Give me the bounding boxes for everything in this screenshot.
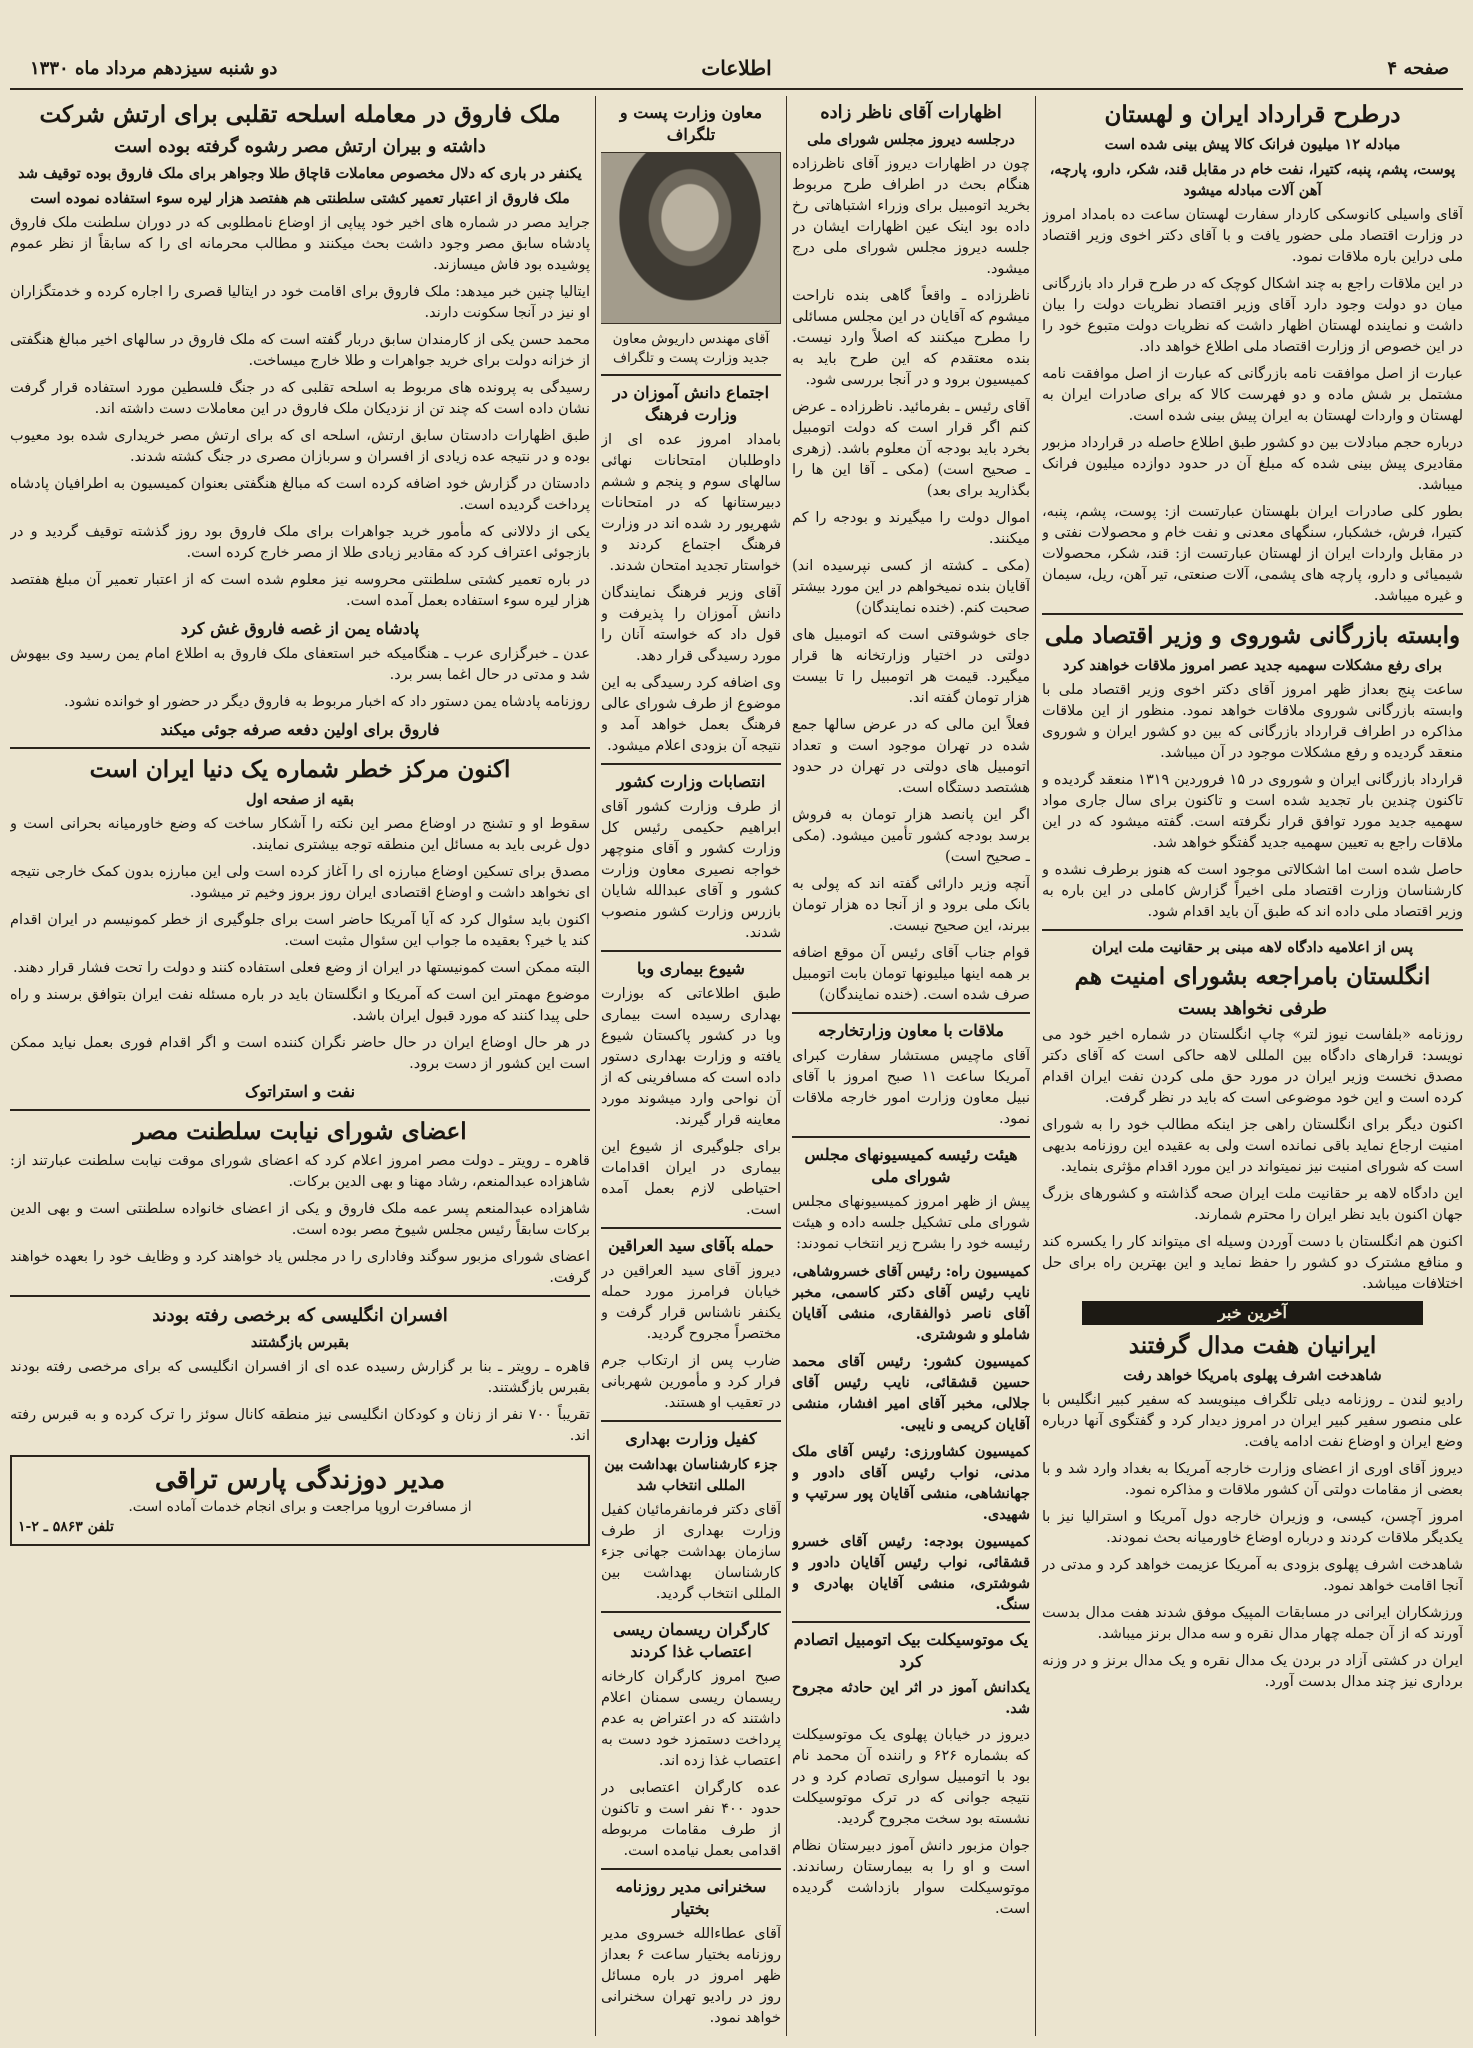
- headline-students-gathering: اجتماع دانش آموزان در وزارت فرهنگ: [612, 383, 770, 424]
- article-paragraph: صبح امروز کارگران کارخانه ریسمان ریسی سمنان اعلام داشتند که در اعتراض به عدم پرداخت دستمزد خود دست به اعتصاب غذا زده اند.: [601, 1669, 781, 1769]
- headline-farouk: ملک فاروق در معامله اسلحه تقلبی برای ارتش شرکت: [39, 101, 561, 128]
- subheadline: برای رفع مشکلات سهمیه جدید عصر امروز ملاقات خواهند کرد: [1062, 657, 1443, 674]
- article-paragraph: طبق اظهارات دادستان سابق ارتش، اسلحه ای که برای ارتش مصر خریداری شده بود معیوب بوده و در نتیجه عده زیادی از افسران و سربازان مصری در جنگ کشته شدند.: [10, 428, 590, 465]
- article-paragraph: آقای دکتر فرمانفرمائیان کفیل وزارت بهداری از طرف سازمان بهداشت جهانی جزء کارشناسان بهداشت بین المللی انتخاب گردید.: [601, 1502, 781, 1602]
- headline-commissions: هیئت رئیسه کمیسیونهای مجلس شورای ملی: [804, 1145, 1018, 1186]
- article-paragraph: دیروز در خیابان پهلوی یک موتوسیکلت که بشماره ۶۲۶ و راننده آن محمد نام بود با اتومبیل سواری تصادم کرد و در نتیجه جوانی که در ترک موتوسیکلت نشسته بود سخت مجروح گردید.: [792, 1727, 1030, 1827]
- boxed-headline: نفت و استراتوک: [244, 1082, 356, 1101]
- article-paragraph: آقای ماچیس مستشار سفارت کبرای آمریکا ساعت ۱۱ صبح امروز با آقای نبیل معاون وزارت امور خارجه ملاقات نمود.: [792, 1048, 1030, 1127]
- article-paragraph: آقای واسیلی کانوسکی کاردار سفارت لهستان ساعت ده بامداد امروز در وزارت اقتصاد ملی حضور یافت و با آقای دکتر اخوی وزیر اقتصاد ملی دراین باره ملاقات نمود.: [1042, 207, 1463, 265]
- headline-health-ministry: کفیل وزارت بهداری: [625, 1429, 757, 1448]
- article-paragraph: ناظرزاده ـ واقعاً گاهی بنده ناراحت میشوم که آقایان در این مجلس مسائلی را مطرح میکنند که اصلاً وارد نیست. بنده معتقدم که این طرح باید به کمیسیون برود و در آنجا بررسی شود.: [792, 288, 1030, 388]
- subheadline: داشته و بیران ارتش مصر رشوه گرفته بوده است: [114, 136, 486, 157]
- article-paragraph: امروز آچسن، کیسی، و وزیران خارجه دول آمریکا و استرالیا نیز با یکدیگر ملاقات کردند و درباره اوضاع خاورمیانه بحث نمودند.: [1042, 1509, 1463, 1546]
- headline-england-security-council: انگلستان بامراجعه بشورای امنیت هم: [1074, 963, 1431, 990]
- headline-egypt-regency: اعضای شورای نیابت سلطنت مصر: [133, 1118, 467, 1145]
- column-right: [1042, 96, 1463, 2036]
- article-paragraph: از طرف وزارت کشور آقای ابراهیم حکیمی رئیس کل وزارت کشور و آقای منوچهر خواجه نصیری معاون وزارت کشور و آقای عبدالله شایان بازرس وزارت کشور منصوب شدند.: [601, 799, 781, 941]
- article-paragraph: قاهره ـ رویتر ـ بنا بر گزارش رسیده عده ای از افسران انگلیسی که برای مرخصی رفته بودند بقبرس بازگشتند.: [10, 1359, 590, 1396]
- article-paragraph: بامداد امروز عده ای از داوطلبان امتحانات نهائی سالهای سوم و پنجم و ششم دبیرستانها که در امتحانات شهریور رد شده اند در وزارت فرهنگ اجتماع کردند و خواستار تجدید امتحان شدند.: [601, 432, 781, 574]
- article-paragraph: این دادگاه لاهه بر حقانیت ملت ایران صحه گذاشته و کشورهای بزرگ جهان اکنون باید نظر ایران را محترم شمارند.: [1042, 1186, 1463, 1223]
- column-third: [601, 96, 781, 2036]
- divider: [601, 374, 781, 376]
- headline-interior-appointments: انتصابات وزارت کشور: [616, 772, 766, 791]
- article-paragraph: آقای وزیر فرهنگ نمایندگان دانش آموزان را پذیرفت و قول داد که خواسته آنان را مورد رسیدگی قرار دهد.: [601, 585, 781, 664]
- article-paragraph: تقریباً ۷۰۰ نفر از زنان و کودکان انگلیسی نیز منطقه کانال سوئز را ترک کرده و به قبرس رفته اند.: [10, 1407, 590, 1444]
- headline-deputy-post: معاون وزارت پست و تلگراف: [619, 103, 763, 144]
- page-number: صفحه ۴: [1387, 58, 1449, 79]
- article-paragraph: اکنون دیگر برای انگلستان راهی جز اینکه مطالب خود را به شورای امنیت ارجاع نماید باقی نمانده است ولی به عقیده این روزنامه بدیهی است که شورای امنیت نیز نمیتواند در این مورد اقدام مؤثری بنماید.: [1042, 1117, 1463, 1175]
- subheadline: بقبرس بازگشتند: [250, 1334, 350, 1351]
- headline-motorcycle: یک موتوسیکلت بیک اتومبیل اتصادم کرد: [793, 1630, 1029, 1671]
- column-rule: [786, 96, 787, 2036]
- ad-text: از مسافرت اروپا مراجعت و برای انجام خدمات آماده است.: [128, 1499, 472, 1515]
- article-paragraph: ضارب پس از ارتکاب جرم فرار کرد و مأمورین شهربانی در تعقیب او هستند.: [601, 1353, 781, 1411]
- article-paragraph: کمیسیون کشاورزی: رئیس آقای ملک مدنی، نواب رئیس آقای دادور و جهانشاهی، منشی آقایان پور سرتیپ و شهیدی.: [792, 1443, 1030, 1523]
- article-paragraph: قاهره ـ رویتر ـ دولت مصر امروز اعلام کرد که اعضای شورای موقت نیابت سلطنت عبارتند از: شاهزاده عبدالمنعم، رشاد مهنا و بهی الدین برکات.: [10, 1153, 590, 1190]
- article-paragraph: یکی از دلالانی که مأمور خرید جواهرات برای ملک فاروق بود روز گذشته توقیف گردید و در بازجوئی اعتراف کرد که مقادیر زیادی طلا از مصر خارج کرده است.: [10, 524, 590, 561]
- headline-nazerzadeh: اظهارات آقای ناظر زاده: [820, 102, 1002, 123]
- article-paragraph: دادستان در گزارش خود اضافه کرده است که مبالغ هنگفتی بعنوان کمیسیون به اطرافیان پادشاه پرداخت گردیده است.: [10, 476, 590, 513]
- article-paragraph: درباره حجم مبادلات بین دو کشور طبق اطلاع حاصله در قرارداد مزبور مقادیری پیش بینی شده که مبلغ آن در حدود دوازده میلیون فرانک میباشد.: [1042, 435, 1463, 493]
- divider: [1042, 613, 1463, 615]
- article-paragraph: روزنامه «بلفاست نیوز لتر» چاپ انگلستان در شماره اخیر خود می نویسد: قرارهای دادگاه بین المللی لاهه حاکی است که آقای دکتر مصدق نخست وزیر ایران در مورد حق ملی کردن نفت ایران اقدام کرده است و این خود موضوعی است که باید در نظر گرفت.: [1042, 1027, 1463, 1106]
- column-rule: [1035, 96, 1036, 2036]
- ad-phone: تلفن ۵۸۶۳ ـ ۲-۱: [18, 1519, 114, 1535]
- ad-title: مدیر دوزندگی پارس تراقی: [154, 1465, 446, 1495]
- headline-speech: سخنرانی مدیر روزنامه بختیار: [615, 1877, 767, 1918]
- article-paragraph: محمد حسن یکی از کارمندان سابق دربار گفته است که ملک فاروق در سالهای اخیر مبالغ هنگفتی از خزانه دولت برای خرید جواهرات و طلا خارج میساخت.: [10, 332, 590, 369]
- issue-date: دو شنبه سیزدهم مرداد ماه ۱۳۳۰: [30, 58, 278, 79]
- article-paragraph: موضوع مهمتر این است که آمریکا و انگلستان باید در باره مسئله نفت ایران بتوافق برسند و راه حلی پیدا کنند که مورد قبول ایران باشد.: [10, 987, 590, 1024]
- divider: [601, 1420, 781, 1422]
- subheadline: ملک فاروق از اعتبار تعمیر کشتی سلطنتی هم هفتصد هزار لیره سوء استفاده نموده است: [30, 190, 570, 207]
- article-paragraph: ایتالیا چنین خبر میدهد: ملک فاروق برای اقامت خود در ایتالیا قصری را اجاره کرده و خدمتگزاران او نیز در آنجا سکونت دارند.: [10, 284, 590, 321]
- article-paragraph: رسیدگی به پرونده های مربوط به اسلحه تقلبی که در جنگ فلسطین مورد استفاده قرار گرفت نشان داده است که چند تن از نزدیکان ملک فاروق در این معاملات دست داشته اند.: [10, 380, 590, 417]
- article-paragraph: اموال دولت را میگیرند و بودجه را کم میکنند.: [792, 510, 1030, 547]
- article-paragraph: سقوط او و تشنج در اوضاع مصر این نکته را آشکار ساخت که وضع خاورمیانه بحرانی است و دول غربی باید به مسائل این منطقه توجه بیشتری نمایند.: [10, 816, 590, 853]
- article-paragraph: شاهزاده عبدالمنعم پسر عمه ملک فاروق و یکی از اعضای خانواده سلطنتی است و بهی الدین برکات سابقاً رئیس مجلس شیوخ مصر بوده است.: [10, 1201, 590, 1238]
- article-paragraph: اکنون باید سئوال کرد که آیا آمریکا حاضر است برای جلوگیری از خطر کمونیسم در ایران اقدام کند یا خیر؟ بعقیده ما جواب این سئوال مثبت است.: [10, 912, 590, 949]
- article-paragraph: عبارت از اصل موافقت نامه بازرگانی که عبارت از اصل موافقت نامه مشتمل بر شش ماده و دو فهرست کالا که برای صادرات ایران به لهستان و واردات لهستان به ایران پیش بینی شده است.: [1042, 366, 1463, 424]
- article-paragraph: دیروز آقای اوری از اعضای وزارت خارجه آمریکا به بغداد وارد شد و با بعضی از مقامات دولتی آن کشور ملاقات و مذاکره نمود.: [1042, 1461, 1463, 1498]
- article-paragraph: جوان مزبور دانش آموز دبیرستان نظام است و او را به بیمارستان رساندند. موتوسیکلت سوار بازداشت گردیده است.: [792, 1838, 1030, 1917]
- subheadline: جزء کارشناسان بهداشت بین المللی انتخاب شد: [604, 1456, 778, 1494]
- article-paragraph: در هر حال اوضاع ایران در حال حاضر نگران کننده است و اگر اقدام فوری بعمل نیاید ممکن است این کشور از دست برود.: [10, 1035, 590, 1072]
- article-paragraph: کمیسیون راه: رئیس آقای خسروشاهی، نایب رئیس آقای دکتر کاسمی، مخبر آقای ناصر ذوالفقاری، منشی آقایان شاملو و شوشتری.: [792, 1263, 1030, 1343]
- headline-workers-strike: کارگران ریسمان ریسی اعتصاب غذا کردند: [612, 1620, 770, 1661]
- article-paragraph: برای جلوگیری از شیوع این بیماری در ایران اقدامات احتیاطی لازم بعمل آمده است.: [601, 1139, 781, 1218]
- divider: [792, 1621, 1030, 1623]
- article-paragraph: حاصل شده است اما اشکالاتی موجود است که هنوز برطرف نشده و کارشناسان وزارت اقتصاد ملی اخیراً گزارش کاملی در این باره به وزیر اقتصاد ملی داده اند که طبق آن باید اقدام شود.: [1042, 862, 1463, 920]
- article-paragraph: دیروز آقای سید العراقین در خیابان فرامرز مورد حمله یکنفر ناشناس قرار گرفت و مختصراً مجروح گردید.: [601, 1263, 781, 1342]
- divider: [601, 1227, 781, 1229]
- headline-iran-poland: درطرح قرارداد ایران و لهستان: [1104, 101, 1401, 128]
- article-paragraph: در باره تعمیر کشتی سلطنتی محروسه نیز معلوم شده است که از اعتبار تعمیر آن مبلغ هفتصد هزار لیره سوء استفاده بعمل آمده است.: [10, 572, 590, 609]
- article-paragraph: یکدانش آموز در اثر این حادثه مجروح شد.: [792, 1679, 1030, 1717]
- article-paragraph: عدن ـ خبرگزاری عرب ـ هنگامیکه خبر استعفای ملک فاروق به اطلاع امام یمن رسید وی بیهوش شد و مدتی در حال اغما بسر برد.: [10, 646, 590, 683]
- article-paragraph: (مکی ـ کشته از کسی نپرسیده اند) آقایان بنده نمیخواهم در این مورد بیشتر صحبت کنم. (خنده نمایندگان): [792, 558, 1030, 616]
- article-paragraph: پیش از ظهر امروز کمیسیونهای مجلس شورای ملی تشکیل جلسه داده و هیئت رئیسه خود را بشرح زیر انتخاب نمودند:: [792, 1194, 1030, 1252]
- headline-seven-medals: ایرانیان هفت مدال گرفتند: [1128, 1332, 1377, 1359]
- newspaper-name: اطلاعات: [701, 56, 772, 80]
- article-paragraph: مصدق برای تسکین اوضاع مبارزه ای را آغاز کرده است ولی این مبارزه بدون کمک خارجی نتیجه ای نخواهد داشت و اوضاع اقتصادی ایران روز بروز وخیم تر میشود.: [10, 864, 590, 901]
- divider: [601, 763, 781, 765]
- masthead: [10, 10, 1463, 90]
- advertisement: [10, 1455, 590, 1546]
- article-paragraph: بطور کلی صادرات ایران بلهستان عبارتست از: پوست، پشم، پنبه، کتیرا، فرش، خشکبار، سنگهای معدنی و نفت خام و محصولات نفتی و در مقابل واردات ایران از لهستان عبارتست از: قند، شکر، محصولات شیمیائی و دارو، پارچه های پشمی، آلات صنعتی، تیر آهن، ریل، سیمان و غیره میباشد.: [1042, 504, 1463, 604]
- headline-british-officers: افسران انگلیسی که برخصی رفته بودند: [152, 1305, 448, 1326]
- divider: [601, 1868, 781, 1870]
- article-paragraph: آقای عطاءالله خسروی مدیر روزنامه بختیار ساعت ۶ بعداز ظهر امروز در باره مسائل روز در رادیو تهران سخنرانی خواهد نمود.: [601, 1926, 781, 2026]
- article-paragraph: در این ملاقات راجع به چند اشکال کوچک که در طرح قرار داد بازرگانی میان دو دولت وجود دارد آقای وزیر اقتصاد نظریات دولت را بیان داشت و نماینده لهستان اظهار داشت که نظریات دولت متبوع خود را در این خصوص از وزارت اقتصاد ملی اطلاع خواهد داد.: [1042, 276, 1463, 355]
- divider: [601, 950, 781, 952]
- subheadline: پس از اعلامیه دادگاه لاهه مبنی بر حقانیت ملت ایران: [1091, 939, 1414, 956]
- divider: [10, 1109, 590, 1111]
- subheadline: مبادله ۱۲ میلیون فرانک کالا پیش بینی شده است: [1104, 136, 1401, 153]
- article-paragraph: جراید مصر در شماره های اخیر خود پیاپی از اوضاع نامطلوبی که در دوران سلطنت ملک فاروق پادشاه سابق مصر وجود داشت بحث میکنند و مطالب محرمانه ای را که سابقاً از نظر عموم پوشیده بود فاش میسازند.: [10, 215, 590, 273]
- article-paragraph: ایران در کشتی آزاد در بردن یک مدال نقره و یک مدال برنز و در وزنه برداری نیز چند مدال بدست آورد.: [1042, 1653, 1463, 1690]
- subheadline: یکنفر در باری که دلال مخصوص معاملات قاچاق طلا وجواهر برای ملک فاروق بوده توقیف شد: [18, 165, 582, 182]
- column-rule: [595, 96, 596, 2036]
- article-paragraph: آقای رئیس ـ بفرمائید. ناظرزاده ـ عرض کنم اگر قرار است که دولت اتومبیل بخرد باید بودجه آن معلوم باشد. (زهری ـ صحیح است) (مکی ـ آقا این ها را بگذارید برای بعد): [792, 399, 1030, 499]
- article-paragraph: قرارداد بازرگانی ایران و شوروی در ۱۵ فروردین ۱۳۱۹ منعقد گردیده و تاکنون چندین بار تجدید شده است و تاکنون برای سال جاری مواد سهمیه جدید مورد توافق قرار نگرفته است. گفته میشود که در این ملاقات راجع به تعیین سهمیه جدید گفتگو خواهد شد.: [1042, 772, 1463, 851]
- article-paragraph: آنچه وزیر دارائی گفته اند که پولی به بانک ملی برود و از آنجا ده هزار تومان ببرند، این صحیح نیست.: [792, 876, 1030, 934]
- article-paragraph: اکنون هم انگلستان با دست آوردن وسیله ای میتواند کار را یکسره کند و منافع مشترک دو کشور را حفظ نماید و این بهترین راه برای حل اختلافات میباشد.: [1042, 1234, 1463, 1292]
- article-paragraph: البته ممکن است کمونیستها در ایران از وضع فعلی استفاده کنند و دولت را تحت فشار قرار دهند.: [13, 960, 590, 976]
- subheadline: درجلسه دیروز مجلس شورای ملی: [807, 131, 1015, 148]
- article-paragraph: روزنامه پادشاه یمن دستور داد که اخبار مربوط به فاروق دیگر در حضور او خوانده نشود.: [64, 694, 590, 710]
- article-paragraph: طبق اطلاعاتی که بوزارت بهداری رسیده است بیماری وبا در کشور پاکستان شیوع یافته و وزارت بهداری دستور داده است که مسافرینی که از آن نواحی وارد میشوند مورد معاینه قرار گیرند.: [601, 986, 781, 1128]
- headline-cholera: شیوع بیماری وبا: [637, 959, 745, 978]
- column-left: [10, 96, 590, 2036]
- article-paragraph: جای خوشوقتی است که اتومبیل های دولتی در اختیار وزارتخانه ها قرار میگیرد. قیمت هر اتومبیل را تا بیست هزار تومان گفته اند.: [792, 627, 1030, 706]
- divider: [601, 1611, 781, 1613]
- divider: [792, 1012, 1030, 1014]
- divider: [10, 747, 590, 749]
- article-paragraph: فعلاً این مالی که در عرض سالها جمع شده در تهران موجود است و تعداد اتومبیل های دولتی در تهران در حدود هشتصد دستگاه است.: [792, 717, 1030, 796]
- divider: [10, 1295, 590, 1297]
- boxed-headline: فاروق برای اولین دفعه صرفه جوئی میکند: [160, 720, 440, 739]
- article-paragraph: ورزشکاران ایرانی در مسابقات المپیک موفق شدند هفت مدال بدست آورند که از آن جمله چهار مدال نقره و سه مدال برنز میباشد.: [1042, 1605, 1463, 1642]
- article-paragraph: شاهدخت اشرف پهلوی بزودی به آمریکا عزیمت خواهد کرد و مدتی در آنجا اقامت خواهد نمود.: [1042, 1557, 1463, 1594]
- headline-iran-danger: اکنون مرکز خطر شماره یک دنیا ایران است: [89, 756, 511, 783]
- subheadline: شاهدخت اشرف پهلوی بامریکا خواهد رفت: [1123, 1367, 1382, 1384]
- headline-soviet-attache: وابسته بازرگانی شوروی و وزیر اقتصاد ملی: [1044, 622, 1461, 649]
- article-paragraph: چون در اظهارات دیروز آقای ناظرزاده هنگام بحث در اطراف طرح مربوط بخرید اتومبیل برای وزراء اشتباهاتی رخ داده بود اینک عین اظهارات ایشان در جلسه دیروز مجلس شورای ملی درج میشود.: [792, 156, 1030, 277]
- headline-yemen-king: پادشاه یمن از غصه فاروق غش کرد: [180, 619, 420, 638]
- latest-news-band: آخرین خبر: [1082, 1301, 1423, 1325]
- subheadline: بقیه از صفحه اول: [245, 791, 355, 808]
- article-paragraph: اعضای شورای مزبور سوگند وفاداری را در مجلس یاد خواهند کرد و وظایف خود را بعهده خواهند گرفت.: [10, 1249, 590, 1286]
- headline-attack: حمله بآقای سید العراقین: [608, 1236, 774, 1255]
- photo-caption: آقای مهندس داریوش معاون جدید وزارت پست و تلگراف: [612, 331, 770, 366]
- article-paragraph: رادیو لندن ـ روزنامه دیلی تلگراف مینویسد که سفیر کبیر انگلیس با علی منصور سفیر کبیر ایران در امروز دیدار کرد و گفتگوی آنها درباره وضع ایران و اوضاع نفت ادامه یافت.: [1042, 1392, 1463, 1450]
- headline-deputy-foreign-ministry: ملاقات با معاون وزارتخارجه: [818, 1021, 1004, 1040]
- article-paragraph: قوام جناب آقای رئیس آن موقع اضافه بر همه اینها میلیونها تومان بابت اتومبیل صرف شده است. (خنده نمایندگان): [792, 945, 1030, 1003]
- article-paragraph: ساعت پنج بعداز ظهر امروز آقای دکتر اخوی وزیر اقتصاد ملی با وابسته بازرگانی شوروی ملاقات خواهد نمود. منظور از این ملاقات مذاکره در اطراف قرارداد بازرگانی که بین دو کشور ایران و شوروی منعقد گردیده و رفع مشکلات موجود در آن میباشد.: [1042, 682, 1463, 761]
- divider: [1042, 929, 1463, 931]
- subheadline: پوست، پشم، پنبه، کتیرا، نفت خام در مقابل قند، شکر، دارو، پارچه، آهن آلات مبادله میشود: [1049, 161, 1456, 199]
- article-paragraph: عده کارگران اعتصابی در حدود ۴۰۰ نفر است و تاکنون از طرف مقامات مربوطه اقدامی بعمل نیامده است.: [601, 1780, 781, 1859]
- divider: [792, 1136, 1030, 1138]
- article-paragraph: کمیسیون بودجه: رئیس آقای خسرو قشقائی، نواب رئیس آقایان دادور و شوشتری، منشی آقایان بهادری و سنگ.: [792, 1533, 1030, 1613]
- portrait-photo: [601, 152, 781, 324]
- article-paragraph: کمیسیون کشور: رئیس آقای محمد حسین قشقائی، نایب رئیس آقای جلالی، مخبر آقای امیر افشار، منشی آقایان کریمی و نایبی.: [792, 1353, 1030, 1433]
- article-paragraph: وی اضافه کرد رسیدگی به این موضوع از طرف شورای عالی فرهنگ بعمل خواهد آمد و نتیجه آن بزودی اعلام میشود.: [601, 675, 781, 754]
- article-paragraph: اگر این پانصد هزار تومان به فروش برسد بودجه کشور تأمین میشود. (مکی ـ صحیح است): [792, 807, 1030, 865]
- subheadline: طرفی نخواهد بست: [1177, 998, 1327, 1019]
- column-second: [792, 96, 1030, 2036]
